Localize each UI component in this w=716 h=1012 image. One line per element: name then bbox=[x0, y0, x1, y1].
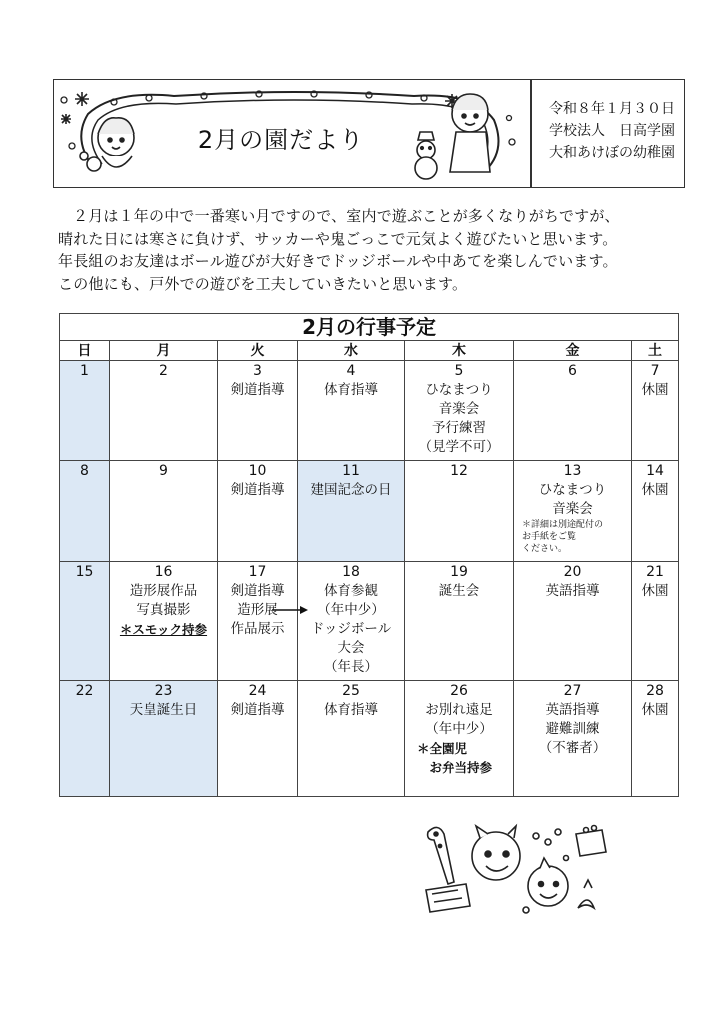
event-line: 剣道指導 bbox=[230, 702, 285, 718]
event-line: （不審者） bbox=[538, 740, 607, 756]
calendar-day-cell bbox=[60, 681, 110, 797]
issue-info bbox=[549, 98, 675, 164]
intro-paragraph bbox=[58, 205, 678, 295]
event-line: 体育参観 bbox=[324, 583, 378, 599]
calendar-week-row bbox=[60, 361, 679, 461]
day-number: 7 bbox=[650, 363, 660, 379]
calendar-week-row bbox=[60, 562, 679, 681]
event-line: ひなまつり bbox=[425, 382, 493, 398]
event-line: 作品展示 bbox=[230, 621, 285, 637]
calendar-day-cell bbox=[405, 562, 514, 681]
day-number: 5 bbox=[454, 363, 464, 379]
day-number: 10 bbox=[248, 463, 267, 479]
day-number: 24 bbox=[248, 683, 267, 699]
calendar-day-cell bbox=[632, 361, 679, 461]
day-number: 3 bbox=[253, 363, 262, 379]
day-number: 27 bbox=[563, 683, 582, 699]
day-number: 1 bbox=[80, 363, 89, 379]
weekday-header: 日 bbox=[60, 341, 110, 361]
event-line: 避難訓練 bbox=[545, 721, 600, 737]
event-line: （年中少） bbox=[425, 721, 493, 737]
calendar-day-cell bbox=[110, 461, 218, 562]
event-line: 造形展 bbox=[237, 602, 278, 618]
calendar-day-cell bbox=[60, 461, 110, 562]
event-line: 英語指導 bbox=[545, 583, 600, 599]
calendar-title: 2月の行事予定 bbox=[60, 314, 679, 341]
calendar-day-cell bbox=[218, 681, 298, 797]
calendar-day-cell bbox=[110, 681, 218, 797]
day-number: 18 bbox=[342, 564, 360, 580]
intro-line: 年長組のお友達はボール遊びが大好きでドッジボールや中あてを楽しんでいます。 bbox=[58, 252, 618, 270]
weekday-header: 金 bbox=[514, 341, 632, 361]
calendar-day-cell bbox=[632, 681, 679, 797]
organization-name: 学校法人 日高学園 bbox=[549, 123, 675, 139]
calendar-day-cell bbox=[218, 461, 298, 562]
day-number: 2 bbox=[159, 363, 168, 379]
event-line: （見学不可） bbox=[418, 439, 500, 455]
calendar-day-cell bbox=[514, 562, 632, 681]
intro-line: ２月は１年の中で一番寒い月ですので、室内で遊ぶことが多くなりがちですが、 bbox=[73, 207, 620, 225]
day-number: 22 bbox=[75, 683, 94, 699]
calendar-day-cell bbox=[110, 562, 218, 681]
day-number: 11 bbox=[342, 463, 360, 479]
calendar-day-cell bbox=[298, 681, 405, 797]
calendar-day-cell bbox=[298, 562, 405, 681]
calendar-day-cell bbox=[514, 681, 632, 797]
calendar-week-row bbox=[60, 461, 679, 562]
event-line: 予行練習 bbox=[432, 420, 486, 436]
calendar-day-cell bbox=[218, 562, 298, 681]
calendar-day-cell bbox=[632, 461, 679, 562]
day-number: 4 bbox=[346, 363, 356, 379]
event-notice: お弁当持参 bbox=[417, 760, 493, 775]
event-note: お手紙をご覧 bbox=[522, 532, 577, 542]
event-line: 大会 bbox=[337, 640, 365, 656]
event-line: （年長） bbox=[324, 659, 378, 675]
weekday-header: 火 bbox=[218, 341, 298, 361]
event-line: 誕生会 bbox=[438, 583, 480, 599]
calendar-day-cell bbox=[405, 461, 514, 562]
day-number: 23 bbox=[154, 683, 173, 699]
events-calendar bbox=[59, 313, 679, 797]
day-number: 14 bbox=[646, 463, 664, 479]
day-number: 20 bbox=[563, 564, 582, 580]
event-line: 建国記念の日 bbox=[310, 482, 392, 498]
day-number: 16 bbox=[154, 564, 173, 580]
calendar-day-cell bbox=[632, 562, 679, 681]
day-number: 28 bbox=[646, 683, 664, 699]
event-line: 休園 bbox=[641, 583, 669, 599]
issue-date: 令和８年１月３０日 bbox=[549, 101, 675, 117]
day-number: 26 bbox=[450, 683, 468, 699]
newsletter-title: 2月の園だより bbox=[197, 126, 365, 154]
calendar-day-cell bbox=[298, 361, 405, 461]
event-notice: ＊全園児 bbox=[417, 741, 468, 756]
calendar-day-cell bbox=[60, 361, 110, 461]
day-number: 9 bbox=[159, 463, 168, 479]
event-line: ひなまつり bbox=[538, 482, 607, 498]
event-line: 剣道指導 bbox=[230, 382, 285, 398]
event-line: 音楽会 bbox=[438, 401, 480, 417]
day-number: 8 bbox=[80, 463, 89, 479]
intro-line: 晴れた日には寒さに負けず、サッカーや鬼ごっこで元気よく遊びたいと思います。 bbox=[58, 229, 618, 248]
event-note: ＊詳細は別途配付の bbox=[522, 520, 604, 530]
event-note: ください。 bbox=[522, 544, 568, 554]
day-number: 21 bbox=[646, 564, 664, 580]
intro-line: この他にも、戸外での遊びを工夫していきたいと思います。 bbox=[58, 274, 468, 293]
event-notice: ＊スモック持参 bbox=[119, 622, 208, 637]
event-line: 剣道指導 bbox=[230, 583, 285, 599]
event-line: 体育指導 bbox=[324, 382, 378, 398]
event-line: 休園 bbox=[641, 482, 669, 498]
event-line: （年中少） bbox=[317, 602, 385, 618]
event-line: 造形展作品 bbox=[129, 583, 198, 599]
header-divider bbox=[530, 80, 532, 187]
day-number: 25 bbox=[342, 683, 360, 699]
event-line: お別れ遠足 bbox=[425, 702, 493, 718]
event-line: 写真撮影 bbox=[136, 602, 191, 618]
school-name: 大和あけぼの幼稚園 bbox=[549, 145, 675, 161]
event-line: 体育指導 bbox=[324, 702, 378, 718]
event-line: 剣道指導 bbox=[230, 482, 285, 498]
calendar-day-cell bbox=[405, 361, 514, 461]
setsubun-oni-illustration bbox=[418, 822, 608, 917]
calendar-day-cell bbox=[514, 361, 632, 461]
weekday-header: 水 bbox=[298, 341, 405, 361]
day-number: 12 bbox=[450, 463, 468, 479]
weekday-header: 土 bbox=[632, 341, 679, 361]
day-number: 17 bbox=[248, 564, 267, 580]
calendar-day-cell bbox=[110, 361, 218, 461]
weekday-header: 月 bbox=[110, 341, 218, 361]
day-number: 6 bbox=[568, 363, 577, 379]
event-line: 英語指導 bbox=[545, 702, 600, 718]
calendar-day-cell bbox=[298, 461, 405, 562]
calendar-day-cell bbox=[218, 361, 298, 461]
calendar-day-cell bbox=[60, 562, 110, 681]
weekday-header-row bbox=[60, 341, 679, 361]
day-number: 13 bbox=[563, 463, 582, 479]
event-line: 休園 bbox=[641, 382, 669, 398]
event-line: ドッジボール bbox=[310, 621, 392, 637]
calendar-day-cell bbox=[514, 461, 632, 562]
day-number: 19 bbox=[450, 564, 468, 580]
calendar-week-row bbox=[60, 681, 679, 797]
exhibit-continues-arrow bbox=[272, 605, 308, 615]
day-number: 15 bbox=[75, 564, 94, 580]
calendar-day-cell bbox=[405, 681, 514, 797]
event-line: 音楽会 bbox=[552, 501, 593, 517]
event-line: 休園 bbox=[641, 702, 669, 718]
header-box bbox=[53, 79, 685, 188]
event-line: 天皇誕生日 bbox=[129, 702, 198, 718]
weekday-header: 木 bbox=[405, 341, 514, 361]
